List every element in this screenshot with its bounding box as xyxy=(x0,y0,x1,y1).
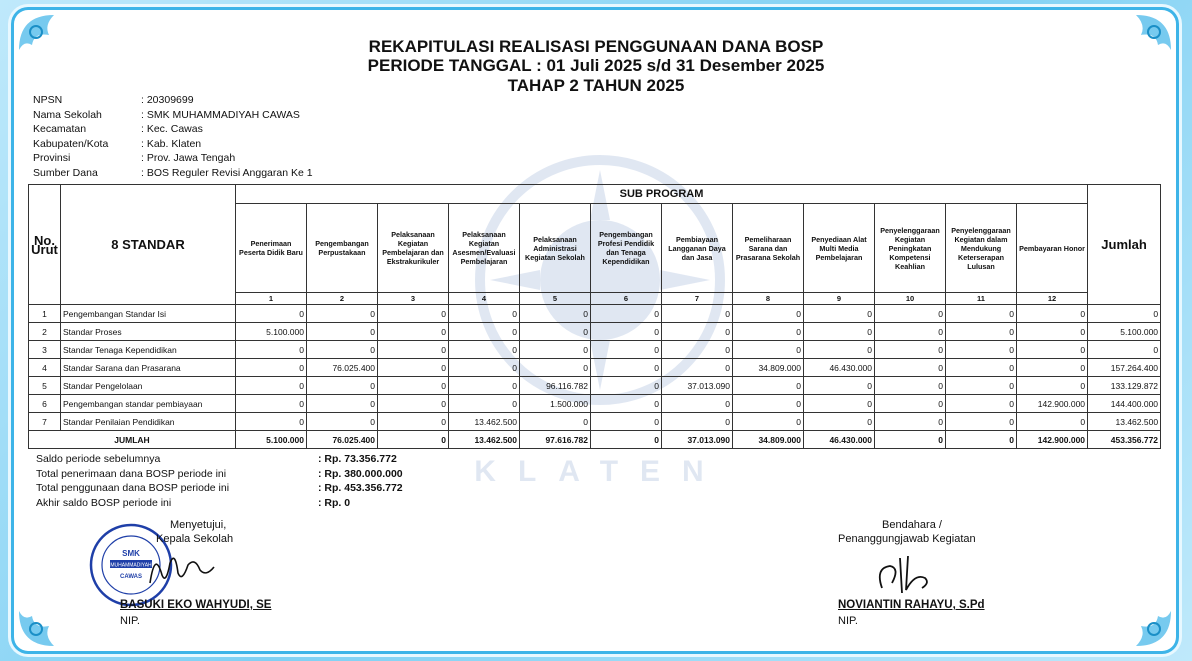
row-number: 6 xyxy=(29,395,61,413)
row-value: 0 xyxy=(378,395,449,413)
row-value: 0 xyxy=(733,323,804,341)
row-value: 0 xyxy=(875,395,946,413)
jumlah-header: Jumlah xyxy=(1088,185,1161,305)
summary-value: : Rp. 73.356.772 xyxy=(318,453,397,465)
info-label: Kecamatan xyxy=(33,123,87,136)
column-number: 1 xyxy=(236,293,307,305)
total-value: 97.616.782 xyxy=(520,431,591,449)
row-value: 0 xyxy=(591,341,662,359)
stamp-top-text: SMK xyxy=(122,549,140,558)
row-number: 7 xyxy=(29,413,61,431)
row-value: 0 xyxy=(591,377,662,395)
signature-block-left xyxy=(118,518,233,546)
summary-value: : Rp. 0 xyxy=(318,496,351,509)
row-value: 0 xyxy=(236,395,307,413)
row-total: 5.100.000 xyxy=(1088,323,1161,341)
total-value: 0 xyxy=(875,431,946,449)
column-number: 9 xyxy=(804,293,875,305)
row-value: 0 xyxy=(378,377,449,395)
row-value: 0 xyxy=(449,395,520,413)
stamp-line3-text: CAWAS xyxy=(119,574,143,580)
table-row xyxy=(29,377,1161,395)
table-row xyxy=(29,323,1161,341)
row-number: 4 xyxy=(29,359,61,377)
row-value: 0 xyxy=(1017,359,1088,377)
row-value: 0 xyxy=(875,413,946,431)
total-value: 0 xyxy=(946,431,1017,449)
row-value: 0 xyxy=(804,395,875,413)
row-value: 0 xyxy=(378,413,449,431)
row-total: 0 xyxy=(1088,341,1161,359)
report-period: PERIODE TANGGAL : 01 Juli 2025 s/d 31 Desember 2025 xyxy=(367,56,825,75)
row-value: 0 xyxy=(378,323,449,341)
row-value: 0 xyxy=(1017,377,1088,395)
row-value: 0 xyxy=(449,359,520,377)
row-value: 1.500.000 xyxy=(520,395,591,413)
row-value: 0 xyxy=(875,323,946,341)
sub-program-header: SUB PROGRAM xyxy=(236,185,1088,204)
row-value: 0 xyxy=(449,305,520,323)
column-header: Penyelenggaraan Kegiatan Peningkatan Kompetensi Keahlian xyxy=(875,204,946,293)
row-value: 0 xyxy=(307,395,378,413)
row-standard-name: Pengembangan standar pembiayaan xyxy=(61,395,236,413)
info-value: : 20309699 xyxy=(141,94,194,106)
info-label: Provinsi xyxy=(33,152,71,165)
row-value: 0 xyxy=(875,377,946,395)
column-number: 10 xyxy=(875,293,946,305)
row-value: 0 xyxy=(804,377,875,395)
column-number: 2 xyxy=(307,293,378,305)
row-value: 0 xyxy=(236,305,307,323)
column-number: 11 xyxy=(946,293,1017,305)
row-value: 0 xyxy=(236,377,307,395)
column-header: Pembayaran Honor xyxy=(1017,204,1088,293)
info-label: Kabupaten/Kota xyxy=(33,137,109,150)
column-header: Pelaksanaan Administrasi Kegiatan Sekolah xyxy=(520,204,591,293)
total-value: 34.809.000 xyxy=(733,431,804,449)
row-value: 0 xyxy=(804,323,875,341)
row-value: 0 xyxy=(946,341,1017,359)
column-number: 7 xyxy=(662,293,733,305)
row-number: 2 xyxy=(29,323,61,341)
row-value: 0 xyxy=(591,413,662,431)
total-value: 142.900.000 xyxy=(1017,431,1088,449)
row-value: 0 xyxy=(236,341,307,359)
row-value: 0 xyxy=(1017,323,1088,341)
row-value: 5.100.000 xyxy=(236,323,307,341)
row-value: 0 xyxy=(946,413,1017,431)
row-total: 13.462.500 xyxy=(1088,413,1161,431)
sig-right-nip: NIP. xyxy=(838,615,858,627)
row-value: 37.013.090 xyxy=(662,377,733,395)
row-value: 0 xyxy=(804,305,875,323)
stamp-line2-text: MUHAMMADIYAH xyxy=(110,562,152,569)
row-value: 0 xyxy=(1017,413,1088,431)
column-header: Pembiayaan Langganan Daya dan Jasa xyxy=(662,204,733,293)
row-value: 0 xyxy=(804,341,875,359)
summary xyxy=(36,452,403,510)
realization-table xyxy=(28,184,1161,449)
row-value: 0 xyxy=(449,323,520,341)
row-value: 0 xyxy=(946,359,1017,377)
row-value: 0 xyxy=(520,323,591,341)
table-row xyxy=(29,341,1161,359)
column-number: 12 xyxy=(1017,293,1088,305)
row-value: 0 xyxy=(449,377,520,395)
row-value: 0 xyxy=(804,413,875,431)
row-value: 0 xyxy=(662,413,733,431)
sig-right-role2: Penanggungjawab Kegiatan xyxy=(838,533,976,545)
row-value: 0 xyxy=(591,395,662,413)
row-value: 0 xyxy=(662,395,733,413)
column-header: Pengembangan Profesi Pendidik dan Tenaga Kependidikan xyxy=(591,204,662,293)
total-value: 37.013.090 xyxy=(662,431,733,449)
total-value: 5.100.000 xyxy=(236,431,307,449)
column-number: 6 xyxy=(591,293,662,305)
column-header: Pengembangan Perpustakaan xyxy=(307,204,378,293)
column-header: Pemeliharaan Sarana dan Prasarana Sekolah xyxy=(733,204,804,293)
column-header: Pelaksanaan Kegiatan Asesmen/Evaluasi Pembelajaran xyxy=(449,204,520,293)
table-row xyxy=(29,359,1161,377)
row-value: 0 xyxy=(946,377,1017,395)
row-total: 0 xyxy=(1088,305,1161,323)
row-value: 0 xyxy=(378,305,449,323)
report-stage: TAHAP 2 TAHUN 2025 xyxy=(507,76,685,95)
summary-label: Saldo periode sebelumnya xyxy=(36,453,161,465)
info-label: Sumber Dana xyxy=(33,166,98,179)
row-value: 0 xyxy=(236,413,307,431)
column-number: 5 xyxy=(520,293,591,305)
column-header: Penyelenggaraan Kegiatan dalam Mendukung Keterserapan Lulusan xyxy=(946,204,1017,293)
row-standard-name: Standar Pengelolaan xyxy=(61,377,236,395)
row-value: 0 xyxy=(733,395,804,413)
row-value: 0 xyxy=(946,323,1017,341)
info-label: NPSN xyxy=(33,94,63,106)
sig-left-role1: Menyetujui, xyxy=(170,519,227,531)
row-value: 96.116.782 xyxy=(520,377,591,395)
row-value: 0 xyxy=(307,305,378,323)
corner-ornament-icon xyxy=(1106,581,1176,651)
table-row xyxy=(29,413,1161,431)
row-value: 0 xyxy=(946,395,1017,413)
no-header: No. Urut xyxy=(29,185,61,305)
column-header: Pelaksanaan Kegiatan Pembelajaran dan Ekstrakurikuler xyxy=(378,204,449,293)
row-value: 0 xyxy=(378,359,449,377)
summary-label: Total penggunaan dana BOSP periode ini xyxy=(36,482,230,494)
standar-header: 8 STANDAR xyxy=(61,185,236,305)
row-value: 0 xyxy=(662,323,733,341)
row-value: 0 xyxy=(236,359,307,377)
row-standard-name: Pengembangan Standar Isi xyxy=(61,305,236,323)
row-value: 142.900.000 xyxy=(1017,395,1088,413)
summary-label: Akhir saldo BOSP periode ini xyxy=(36,496,172,509)
info-label: Nama Sekolah xyxy=(33,108,102,121)
row-standard-name: Standar Tenaga Kependidikan xyxy=(61,341,236,359)
row-value: 0 xyxy=(378,341,449,359)
sig-left-name: BASUKI EKO WAHYUDI, SE xyxy=(120,599,272,611)
school-info xyxy=(33,93,313,181)
row-value: 46.430.000 xyxy=(804,359,875,377)
total-value: 46.430.000 xyxy=(804,431,875,449)
info-value: : BOS Reguler Revisi Anggaran Ke 1 xyxy=(141,166,313,179)
row-value: 0 xyxy=(449,341,520,359)
signature-block-right xyxy=(838,518,976,546)
row-value: 13.462.500 xyxy=(449,413,520,431)
summary-label: Total penerimaan dana BOSP periode ini xyxy=(36,467,227,480)
row-value: 0 xyxy=(662,305,733,323)
row-value: 0 xyxy=(591,305,662,323)
row-value: 0 xyxy=(307,377,378,395)
row-value: 0 xyxy=(875,341,946,359)
row-standard-name: Standar Proses xyxy=(61,323,236,341)
column-header: Penyediaan Alat Multi Media Pembelajaran xyxy=(804,204,875,293)
row-value: 0 xyxy=(733,413,804,431)
row-number: 3 xyxy=(29,341,61,359)
sig-left-nip: NIP. xyxy=(120,615,140,627)
row-total: 133.129.872 xyxy=(1088,377,1161,395)
report-title: REKAPITULASI REALISASI PENGGUNAAN DANA BOSP xyxy=(368,37,824,56)
info-value: : Prov. Jawa Tengah xyxy=(141,152,236,165)
row-value: 0 xyxy=(591,323,662,341)
column-header: Penerimaan Peserta Didik Baru xyxy=(236,204,307,293)
column-number: 4 xyxy=(449,293,520,305)
row-number: 5 xyxy=(29,377,61,395)
corner-ornament-icon xyxy=(14,581,84,651)
row-value: 0 xyxy=(733,305,804,323)
summary-value: : Rp. 380.000.000 xyxy=(318,467,403,480)
grand-total: 453.356.772 xyxy=(1088,431,1161,449)
row-value: 0 xyxy=(662,359,733,377)
row-value: 0 xyxy=(733,341,804,359)
watermark-text: KLATEN xyxy=(474,455,726,488)
total-value: 0 xyxy=(591,431,662,449)
row-value: 0 xyxy=(946,305,1017,323)
row-value: 0 xyxy=(875,359,946,377)
row-value: 0 xyxy=(307,341,378,359)
info-value: : SMK MUHAMMADIYAH CAWAS xyxy=(141,108,300,121)
summary-value: : Rp. 453.356.772 xyxy=(318,482,403,494)
column-number: 3 xyxy=(378,293,449,305)
row-value: 76.025.400 xyxy=(307,359,378,377)
sig-right-name: NOVIANTIN RAHAYU, S.Pd xyxy=(838,599,985,611)
row-total: 157.264.400 xyxy=(1088,359,1161,377)
row-value: 0 xyxy=(662,341,733,359)
total-row xyxy=(29,431,1161,449)
row-value: 0 xyxy=(875,305,946,323)
column-number: 8 xyxy=(733,293,804,305)
total-value: 0 xyxy=(378,431,449,449)
total-label: JUMLAH xyxy=(29,431,236,449)
info-value: : Kec. Cawas xyxy=(141,123,203,136)
row-total: 144.400.000 xyxy=(1088,395,1161,413)
table-row xyxy=(29,395,1161,413)
row-value: 34.809.000 xyxy=(733,359,804,377)
row-standard-name: Standar Penilaian Pendidikan xyxy=(61,413,236,431)
row-value: 0 xyxy=(1017,305,1088,323)
row-value: 0 xyxy=(307,413,378,431)
row-value: 0 xyxy=(307,323,378,341)
row-value: 0 xyxy=(520,413,591,431)
row-value: 0 xyxy=(591,359,662,377)
total-value: 76.025.400 xyxy=(307,431,378,449)
row-number: 1 xyxy=(29,305,61,323)
signature-right-icon xyxy=(870,548,940,598)
signature-left-icon xyxy=(140,545,220,590)
row-standard-name: Standar Sarana dan Prasarana xyxy=(61,359,236,377)
row-value: 0 xyxy=(520,341,591,359)
table-row xyxy=(29,305,1161,323)
info-value: : Kab. Klaten xyxy=(141,137,202,150)
row-value: 0 xyxy=(1017,341,1088,359)
row-value: 0 xyxy=(733,377,804,395)
sig-right-role1: Bendahara / xyxy=(882,519,942,531)
total-value: 13.462.500 xyxy=(449,431,520,449)
sig-left-role2: Kepala Sekolah xyxy=(156,533,234,545)
row-value: 0 xyxy=(520,359,591,377)
row-value: 0 xyxy=(520,305,591,323)
